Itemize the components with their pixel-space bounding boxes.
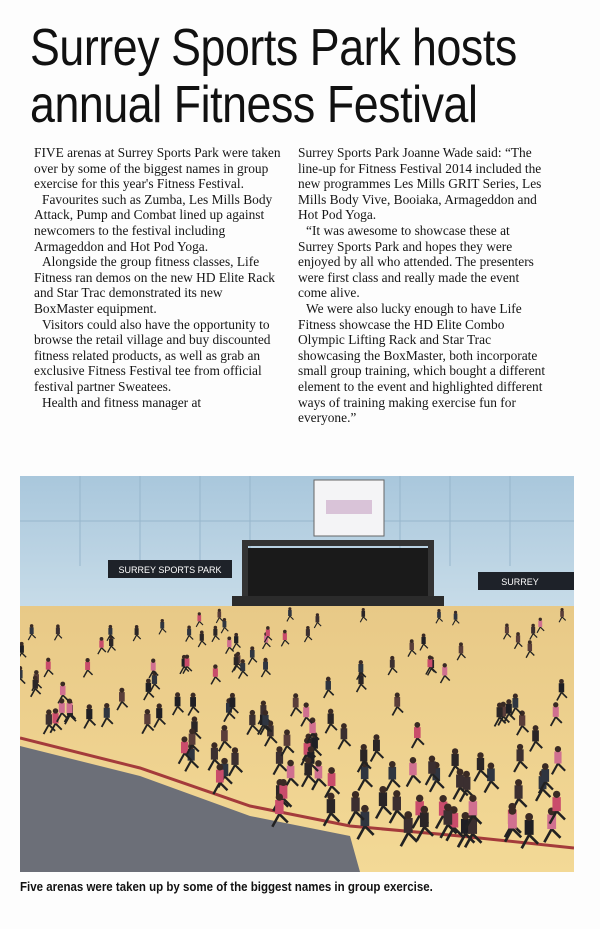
exerciser-head xyxy=(421,806,429,814)
exerciser-head xyxy=(151,659,155,663)
exerciser-head xyxy=(234,633,238,637)
exerciser-head xyxy=(389,761,396,768)
exerciser-body xyxy=(67,703,73,713)
exerciser-head xyxy=(328,709,333,714)
paragraph: Surrey Sports Park Joanne Wade said: “The line-up for Fitness Festival 2014 included the new programmes Les Mills GRIT Series, Les Mills Body Vive, Booiaka, Armageddon and Hot Pod Yoga. xyxy=(298,145,542,223)
exerciser-head xyxy=(234,653,238,657)
exerciser-body xyxy=(288,610,292,616)
exerciser-head xyxy=(213,664,217,668)
exerciser-body xyxy=(404,818,413,833)
exerciser-head xyxy=(241,659,245,663)
exerciser-body xyxy=(414,727,421,738)
exerciser-body xyxy=(442,667,447,675)
exerciser-head xyxy=(362,608,365,611)
exerciser-body xyxy=(20,670,23,679)
exerciser-head xyxy=(457,769,464,776)
exerciser-head xyxy=(422,634,426,638)
exerciser-body xyxy=(222,621,226,627)
exerciser-body xyxy=(560,611,564,617)
exerciser-head xyxy=(306,626,310,630)
exerciser-body xyxy=(185,658,190,666)
exerciser-body xyxy=(409,763,417,776)
exerciser-body xyxy=(46,714,52,724)
exerciser-head xyxy=(189,728,195,734)
exerciser-head xyxy=(261,700,266,705)
paragraph: Favourites such as Zumba, Les Mills Body Attack, Pump and Combat lined up against newcomers to the festival including Armageddon and Hot Pod Yoga. xyxy=(34,191,273,254)
exerciser-head xyxy=(305,757,312,764)
exerciser-head xyxy=(191,693,196,698)
article-headline xyxy=(30,19,517,134)
exerciser-head xyxy=(515,779,522,786)
exerciser-head xyxy=(525,813,533,821)
exerciser-head xyxy=(266,626,270,630)
banner-right-text: SURREY xyxy=(501,577,539,587)
exerciser-head xyxy=(516,632,520,636)
exerciser-head xyxy=(284,729,290,735)
exerciser-body xyxy=(538,621,542,627)
exerciser-head xyxy=(223,618,226,621)
exerciser-head xyxy=(328,767,335,774)
exerciser-body xyxy=(497,707,503,717)
exerciser-body xyxy=(156,708,162,718)
stage-truss xyxy=(242,540,434,546)
exerciser-head xyxy=(452,748,458,754)
exerciser-head xyxy=(33,676,38,681)
exerciser-head xyxy=(287,760,294,767)
exerciser-body xyxy=(20,645,24,653)
exerciser-head xyxy=(462,812,470,820)
exerciser-head xyxy=(230,693,235,698)
exerciser-body xyxy=(33,680,38,689)
exerciser-head xyxy=(429,756,435,762)
exerciser-body xyxy=(216,770,224,783)
exerciser-body xyxy=(211,748,218,760)
exerciser-body xyxy=(283,633,287,640)
exerciser-body xyxy=(119,692,125,702)
exerciser-head xyxy=(443,663,447,667)
exerciser-body xyxy=(213,668,218,676)
exerciser-body xyxy=(284,735,291,746)
exerciser-head xyxy=(263,658,267,662)
exerciser-head xyxy=(119,688,124,693)
exerciser-head xyxy=(34,670,39,675)
exerciser-head xyxy=(488,763,495,770)
paragraph: We were also lucky enough to have Life Fitness showcase the HD Elite Combo Olympic Lifting Rack and Star Trac showcasing the BoxMaster, both incorporate small group training, which bought a different element to the event and highlighted different ways of training making exercise fun for everyone.” xyxy=(298,300,546,426)
headline-line-2: annual Fitness Festival xyxy=(30,76,478,134)
exerciser-head xyxy=(393,790,400,797)
exerciser-head xyxy=(477,752,483,758)
exerciser-body xyxy=(410,643,414,650)
exerciser-head xyxy=(444,804,452,812)
exerciser-body xyxy=(528,644,532,651)
exerciser-head xyxy=(181,736,187,742)
exerciser-body xyxy=(234,657,239,665)
exerciser-head xyxy=(326,677,331,682)
exerciser-body xyxy=(181,742,188,754)
exerciser-body xyxy=(275,800,283,814)
exerciser-head xyxy=(198,612,201,615)
exerciser-body xyxy=(360,749,367,761)
exerciser-body xyxy=(56,627,60,634)
exerciser-head xyxy=(505,623,508,626)
exerciser-body xyxy=(459,646,464,654)
exerciser-body xyxy=(263,661,268,669)
exerciser-head xyxy=(221,758,228,765)
exerciser-body xyxy=(469,801,477,815)
photo-caption: Five arenas were taken up by some of the biggest names in group exercise. xyxy=(20,880,433,894)
exerciser-head xyxy=(280,779,287,786)
exerciser-head xyxy=(361,805,369,813)
exerciser-body xyxy=(451,754,458,766)
exerciser-head xyxy=(60,682,65,687)
exerciser-head xyxy=(100,637,104,641)
exerciser-head xyxy=(211,742,217,748)
exerciser-head xyxy=(293,693,298,698)
exerciser-body xyxy=(303,707,309,717)
exerciser-body xyxy=(190,697,196,707)
exerciser-body xyxy=(394,697,400,707)
exerciser-head xyxy=(373,734,379,740)
exerciser-head xyxy=(352,791,359,798)
exerciser-head xyxy=(185,655,189,659)
exerciser-head xyxy=(316,613,319,616)
exerciser-body xyxy=(505,627,509,634)
article-column-left xyxy=(34,145,284,410)
exerciser-head xyxy=(539,618,542,621)
exerciser-body xyxy=(234,636,238,643)
exerciser-body xyxy=(293,698,299,708)
screen-content xyxy=(326,500,372,514)
exerciser-head xyxy=(218,609,221,612)
exerciser-body xyxy=(221,730,228,741)
paragraph: Visitors could also have the opportunity to browse the retail village and buy discounted fitness related products, as well as grab an exclusive Fitness Festival tee from official festival partner Sweatees. xyxy=(34,316,271,394)
exerciser-head xyxy=(555,746,561,752)
photo-illustration xyxy=(20,476,574,872)
exerciser-head xyxy=(227,637,231,641)
exerciser-head xyxy=(509,807,517,815)
exerciser-body xyxy=(326,681,331,690)
exerciser-body xyxy=(512,698,518,708)
exerciser-head xyxy=(109,625,113,629)
article-column-right xyxy=(298,145,548,426)
exerciser-head xyxy=(250,710,255,715)
exerciser-head xyxy=(214,626,218,630)
exerciser-head xyxy=(513,694,518,699)
exerciser-head xyxy=(533,725,539,731)
exerciser-body xyxy=(358,664,363,672)
exerciser-head xyxy=(232,747,238,753)
exerciser-head xyxy=(506,699,511,704)
exerciser-body xyxy=(218,611,222,617)
exerciser-body xyxy=(516,749,523,761)
exerciser-body xyxy=(456,775,464,788)
exerciser-body xyxy=(200,634,204,641)
exerciser-body xyxy=(104,708,110,718)
exerciser-head xyxy=(517,744,523,750)
exerciser-body xyxy=(189,734,196,745)
exerciser-head xyxy=(359,660,363,664)
paragraph: Health and fitness manager at xyxy=(42,394,202,410)
headline-line-1: Surrey Sports Park hosts xyxy=(30,19,517,77)
exerciser-body xyxy=(477,758,484,770)
exerciser-head xyxy=(410,639,414,643)
exerciser-head xyxy=(30,624,34,628)
exerciser-body xyxy=(227,640,231,647)
exerciser-body xyxy=(559,683,564,692)
exerciser-head xyxy=(145,709,150,714)
exerciser-body xyxy=(428,761,435,773)
exerciser-body xyxy=(421,637,425,644)
exerciser-body xyxy=(327,799,335,813)
exerciser-body xyxy=(541,769,549,782)
paragraph: “It was awesome to showcase these at Surrey Sports Park and hopes they were enjoyed by all who attended. The presenters were first class and really made the event come alive. xyxy=(298,222,534,301)
exerciser-body xyxy=(351,797,359,811)
event-photo xyxy=(20,476,574,872)
banner-left-text: SURREY SPORTS PARK xyxy=(118,565,222,575)
exerciser-head xyxy=(428,655,432,659)
exerciser-head xyxy=(390,656,394,660)
exerciser-head xyxy=(46,658,50,662)
exerciser-head xyxy=(542,763,549,770)
exerciser-body xyxy=(420,812,429,827)
paragraph: Alongside the group fitness classes, Life Fitness ran demos on the new HD Elite Rack and Star Trac demonstrated its new BoxMaster equipment. xyxy=(34,254,275,316)
exerciser-head xyxy=(454,611,457,614)
exerciser-body xyxy=(213,629,217,636)
exerciser-head xyxy=(361,744,367,750)
exerciser-head xyxy=(528,640,532,644)
exerciser-body xyxy=(175,697,181,707)
exerciser-body xyxy=(379,792,387,806)
paragraph: FIVE arenas at Surrey Sports Park were taken over by some of the biggest names in group exercise for this year's Fitness Festival. xyxy=(34,145,281,192)
exerciser-body xyxy=(519,715,525,725)
exerciser-head xyxy=(85,658,89,662)
exerciser-body xyxy=(152,675,157,684)
exerciser-head xyxy=(46,709,51,714)
exerciser-head xyxy=(379,786,386,793)
exerciser-head xyxy=(439,795,446,802)
exerciser-body xyxy=(197,615,201,621)
exerciser-head xyxy=(463,771,470,778)
exerciser-head xyxy=(497,702,502,707)
exerciser-body xyxy=(250,650,255,658)
exerciser-head xyxy=(222,725,228,731)
exerciser-head xyxy=(341,723,347,729)
exerciser-body xyxy=(287,766,295,779)
exerciser-body xyxy=(230,697,236,707)
exerciser-body xyxy=(328,713,334,723)
exerciser-body xyxy=(262,715,268,725)
exerciser-head xyxy=(304,702,309,707)
exerciser-body xyxy=(160,622,164,629)
stage-backdrop xyxy=(248,548,428,598)
exerciser-body xyxy=(109,639,113,646)
exerciser-head xyxy=(414,722,420,728)
exerciser-body xyxy=(85,662,90,670)
exerciser-head xyxy=(327,793,334,800)
exerciser-body xyxy=(266,629,270,636)
exerciser-body xyxy=(532,730,539,741)
exerciser-body xyxy=(135,628,139,635)
exerciser-body xyxy=(553,707,559,717)
exerciser-head xyxy=(146,679,151,684)
exerciser-body xyxy=(108,628,112,635)
exerciser-body xyxy=(454,614,458,620)
exerciser-head xyxy=(157,703,162,708)
exerciser-body xyxy=(46,661,51,669)
exerciser-body xyxy=(30,627,34,634)
exerciser-head xyxy=(276,746,282,752)
exerciser-body xyxy=(328,773,336,786)
exerciser-body xyxy=(144,714,150,724)
exerciser-head xyxy=(161,619,164,622)
exerciser-body xyxy=(516,635,520,642)
exerciser-body xyxy=(59,703,65,713)
exerciser-head xyxy=(315,760,322,767)
exerciser-head xyxy=(395,693,400,698)
exerciser-head xyxy=(560,608,563,611)
exerciser-head xyxy=(53,708,58,713)
exerciser-body xyxy=(508,814,517,829)
exerciser-body xyxy=(393,797,401,811)
exerciser-body xyxy=(552,797,560,811)
exerciser-head xyxy=(192,716,198,722)
exerciser-body xyxy=(231,753,238,765)
exerciser-body xyxy=(554,751,561,763)
exerciser-body xyxy=(309,722,315,733)
exerciser-head xyxy=(276,793,283,800)
exerciser-body xyxy=(531,627,535,634)
exerciser-head xyxy=(559,679,564,684)
exerciser-body xyxy=(525,820,534,835)
exerciser-body xyxy=(240,663,245,671)
exerciser-body xyxy=(187,629,191,636)
exerciser-head xyxy=(56,624,60,628)
exerciser-head xyxy=(200,631,204,635)
exerciser-body xyxy=(388,767,396,780)
exerciser-head xyxy=(104,703,109,708)
exerciser-body xyxy=(60,686,66,695)
exerciser-head xyxy=(531,624,534,627)
exerciser-body xyxy=(443,810,452,825)
exerciser-head xyxy=(553,702,558,707)
exerciser-body xyxy=(86,709,92,719)
exerciser-head xyxy=(135,625,139,629)
exerciser-head xyxy=(175,692,180,697)
exerciser-head xyxy=(250,646,254,650)
exerciser-body xyxy=(316,616,320,622)
exerciser-head xyxy=(59,698,64,703)
exerciser-body xyxy=(437,612,441,618)
exerciser-head xyxy=(459,642,463,646)
exerciser-body xyxy=(304,763,312,776)
exerciser-head xyxy=(416,795,423,802)
exerciser-head xyxy=(216,764,223,771)
exerciser-head xyxy=(410,757,417,764)
exerciser-head xyxy=(469,795,476,802)
exerciser-body xyxy=(249,715,255,725)
exerciser-body xyxy=(361,766,369,779)
exerciser-head xyxy=(288,607,291,610)
exerciser-head xyxy=(437,609,440,612)
exerciser-head xyxy=(308,746,314,752)
exerciser-head xyxy=(553,791,560,798)
exerciser-body xyxy=(361,611,365,617)
exerciser-body xyxy=(151,662,156,670)
exerciser-head xyxy=(87,704,92,709)
exerciser-body xyxy=(306,629,310,636)
exerciser-body xyxy=(373,740,380,752)
exerciser-body xyxy=(427,659,432,667)
exerciser-body xyxy=(506,704,512,714)
exerciser-head xyxy=(283,630,287,634)
exerciser-body xyxy=(487,768,495,781)
exerciser-head xyxy=(187,626,191,630)
exerciser-body xyxy=(515,785,523,798)
exerciser-body xyxy=(390,660,395,668)
exerciser-head xyxy=(263,710,268,715)
exerciser-body xyxy=(99,640,103,647)
exerciser-body xyxy=(341,728,348,739)
